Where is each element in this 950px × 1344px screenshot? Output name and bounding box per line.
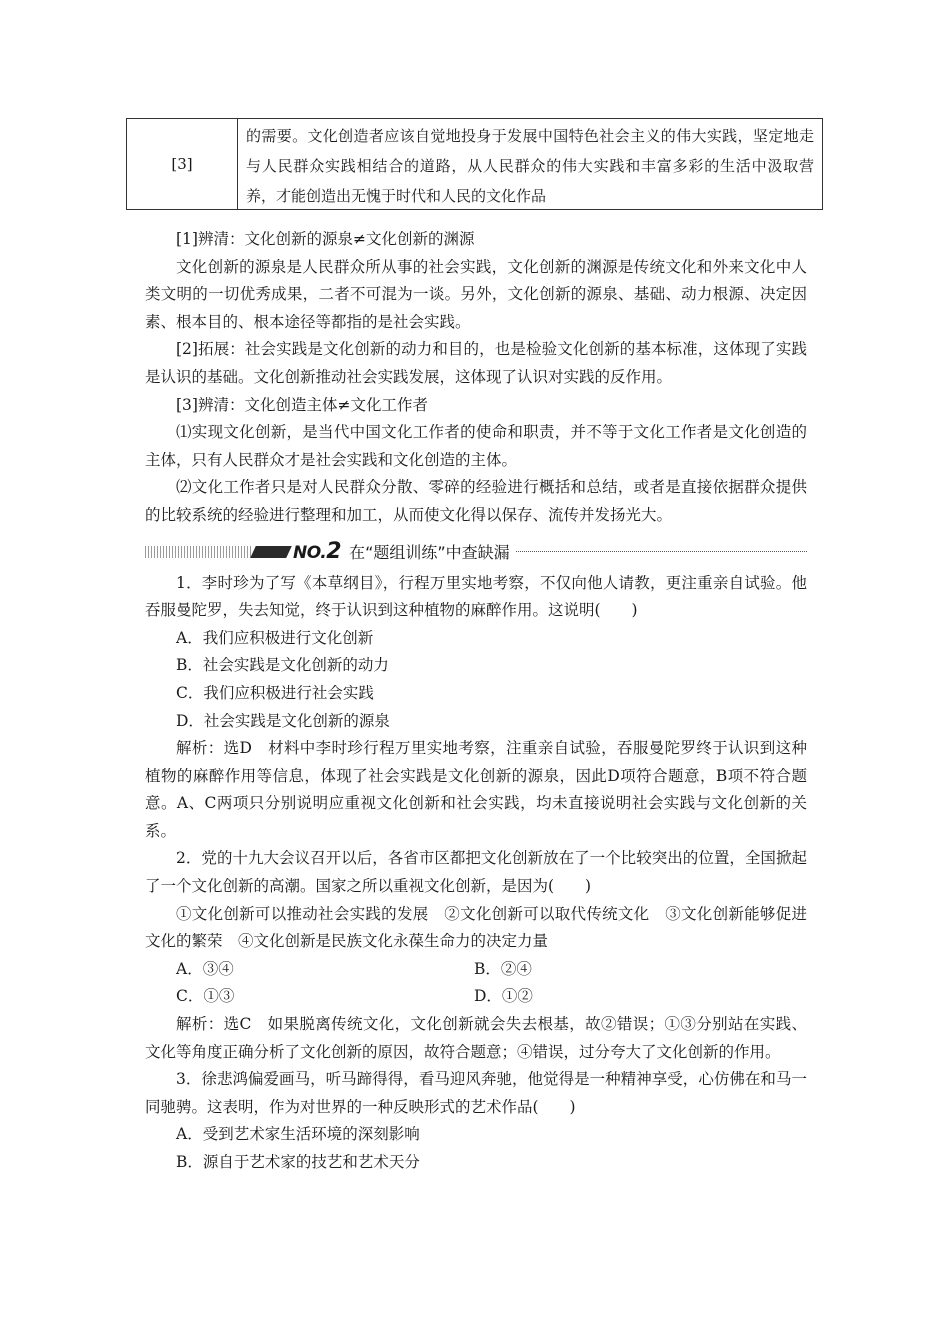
- question-2-stem: 2．党的十九大会议召开以后，各省市区都把文化创新放在了一个比较突出的位置，全国掀起了一个文化创新的高潮。国家之所以重视文化创新，是因为( ): [145, 849, 807, 896]
- dotted-rule: [516, 551, 807, 552]
- question-3-option-b: B．源自于艺术家的技艺和艺术天分: [176, 1153, 420, 1171]
- section-number-digit: 2: [326, 539, 342, 565]
- note-3-point-2: ⑵文化工作者只是对人民群众分散、零碎的经验进行概括和总结，或者是直接依据群众提供的比较系统的经验进行整理和加工，从而使文化得以保存、流传并发扬光大。: [145, 478, 807, 524]
- continuation-table: [126, 118, 823, 210]
- question-2-options-row-2: [145, 983, 807, 1011]
- note-1-body: 文化创新的源泉是人民群众所从事的社会实践，文化创新的渊源是传统文化和外来文化中人类文明的一切优秀成果，二者不可混为一谈。另外，文化创新的源泉、基础、动力根源、决定因素、根本目的、根本途径等都指的是社会实践。: [145, 257, 807, 331]
- note-2: [2]拓展：社会实践是文化创新的动力和目的，也是检验文化创新的基本标准，这体现了实践是认识的基础。文化创新推动社会实践发展，这体现了认识对实践的反作用。: [145, 340, 807, 386]
- question-1-option-a: A．我们应积极进行文化创新: [176, 628, 374, 647]
- question-3-option-a: A．受到艺术家生活环境的深刻影响: [176, 1125, 420, 1144]
- bar-decoration: [250, 546, 292, 558]
- question-3-stem: 3．徐悲鸿偏爱画马，听马蹄得得，看马迎风奔驰，他觉得是一种精神享受，心仿佛在和马一同驰骋。这表明，作为对世界的一种反映形式的艺术作品( ): [145, 1070, 807, 1116]
- section-number-prefix: NO.: [293, 543, 327, 564]
- note-3-point-1: ⑴实现文化创新，是当代中国文化工作者的使命和职责，并不等于文化工作者是文化创造的主体，只有人民群众才是社会实践和文化创造的主体。: [145, 423, 807, 469]
- note-3-heading: [3]辨清：文化创造主体≠文化工作者: [176, 395, 428, 414]
- hatch-decoration: [145, 546, 251, 558]
- question-2-option-c: C．①③: [176, 987, 235, 1006]
- question-1-analysis: 解析：选D 材料中李时珍行程万里实地考察，注重亲自试验，吞服曼陀罗终于认识到这种植物的麻醉作用等信息，体现了社会实践是文化创新的源泉，因此D项符合题意，B项不符合题意。A、C两项只分别说明应重视文化创新和社会实践，均未直接说明社会实践与文化创新的关系。: [145, 739, 807, 840]
- question-2-options-row-1: [145, 956, 807, 984]
- question-1-stem: 1．李时珍为了写《本草纲目》，行程万里实地考察，不仅向他人请教，更注重亲自试验。他吞服曼陀罗，失去知觉，终于认识到这种植物的麻醉作用。这说明( ): [145, 573, 807, 620]
- section-number: [293, 539, 341, 564]
- question-1-option-c: C．我们应积极进行社会实践: [176, 683, 374, 702]
- question-2-analysis: 解析：选C 如果脱离传统文化，文化创新就会失去根基，故②错误；①③分别站在实践、文化等角度正确分析了文化创新的原因，故符合题意；④错误，过分夸大了文化创新的作用。: [145, 1015, 807, 1061]
- table-row-label: [3]: [127, 119, 238, 209]
- question-2-items: ①文化创新可以推动社会实践的发展 ②文化创新可以取代传统文化 ③文化创新能够促进文化的繁荣 ④文化创新是民族文化永葆生命力的决定力量: [145, 904, 807, 951]
- note-1-heading: [1]辨清：文化创新的源泉≠文化创新的渊源: [176, 230, 475, 248]
- section-title: 在“题组训练”中查缺漏: [349, 543, 510, 563]
- question-1-option-b: B．社会实践是文化创新的动力: [176, 656, 389, 675]
- question-2-option-b: B．②④: [474, 959, 532, 978]
- section-header: [145, 536, 807, 568]
- question-1-option-d: D．社会实践是文化创新的源泉: [176, 711, 390, 730]
- question-2-option-a: A．③④: [176, 959, 234, 978]
- main-content: [145, 226, 807, 1177]
- table-row-text: 的需要。文化创造者应该自觉地投身于发展中国特色社会主义的伟大实践，坚定地走与人民群众实践相结合的道路，从人民群众的伟大实践和丰富多彩的生活中汲取营养，才能创造出无愧于时代和人民的文化作品: [246, 127, 814, 205]
- question-2-option-d: D．①②: [474, 987, 533, 1006]
